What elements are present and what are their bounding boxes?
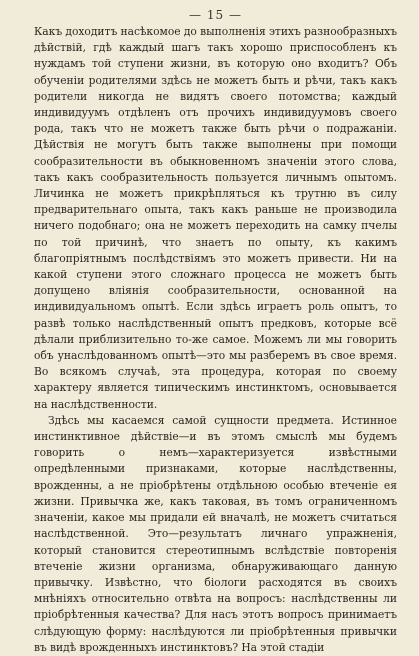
paragraph-2: Здѣсь мы касаемся самой сущности предмета. Истинное инстинктивное дѣйствіе—и въ этомъ смыслѣ мы будемъ говорить о немъ—характеризуется извѣстными опредѣленными признаками, которые наслѣдственны, врожденны, а не пріобрѣтены отдѣльною особью втеченіе ея жизни. Привычка же, какъ таковая, въ томъ ограниченномъ значеніи, какое мы придали ей вначалѣ, не можетъ считаться наслѣдственной. Это—результатъ личнаго упражненія, который становится стереотипнымъ вслѣдствіе повторенія втеченіе жизни организма, обнаруживающаго данную привычку. Извѣстно, что біологи расходятся въ своихъ мнѣніяхъ относительно отвѣта на вопросъ: наслѣдственны ли пріобрѣтенныя качества? Для насъ этотъ вопросъ принимаетъ слѣдующую форму: наслѣдуются ли пріобрѣтенныя привычки въ видѣ врожденныхъ инстинктовъ? На этой стадіи <box>34 413 397 654</box>
page-number: — 15 — <box>189 8 242 22</box>
paragraph-1: Какъ доходитъ насѣкомое до выполненія этихъ разнообразныхъ дѣйствій, гдѣ каждый шагъ такъ хорошо приспособленъ къ нуждамъ той ступени жизни, въ которую оно входитъ? Объ обученіи родителями здѣсь не можетъ быть и рѣчи, такъ какъ родители никогда не видятъ своего потомства; каждый индивидуумъ отдѣленъ отъ прочихъ индивидуумовъ своего рода, такъ что не можетъ также быть рѣчи о подражаніи. Дѣйствія не могутъ быть также выполнены при помощи сообразительности въ обыкновенномъ значеніи этого слова, такъ какъ сообразительность пользуется личнымъ опытомъ. Личинка не можетъ прикрѣпляться къ трутню въ силу предварительнаго опыта, такъ какъ раньше не производила ничего подобнаго; она не можетъ переходить на самку пчелы по той причинѣ, что знаетъ по опыту, къ какимъ благопріятнымъ послѣдствіямъ это можетъ привести. Ни на какой ступени этого сложнаго процесса не можетъ быть допущено вліянія сообразительности, основанной на индивидуальномъ опытѣ. Если здѣсь играетъ роль опытъ, то развѣ только наслѣдственный опытъ предковъ, которые всё дѣлали приблизительно то-же самое. Можемъ ли мы говорить объ унаслѣдованномъ опытѣ—это мы разберемъ въ свое время. Во всякомъ случаѣ, эта процедура, которая по своему характеру является типическимъ инстинктомъ, основывается на наслѣдственности. <box>34 25 397 411</box>
